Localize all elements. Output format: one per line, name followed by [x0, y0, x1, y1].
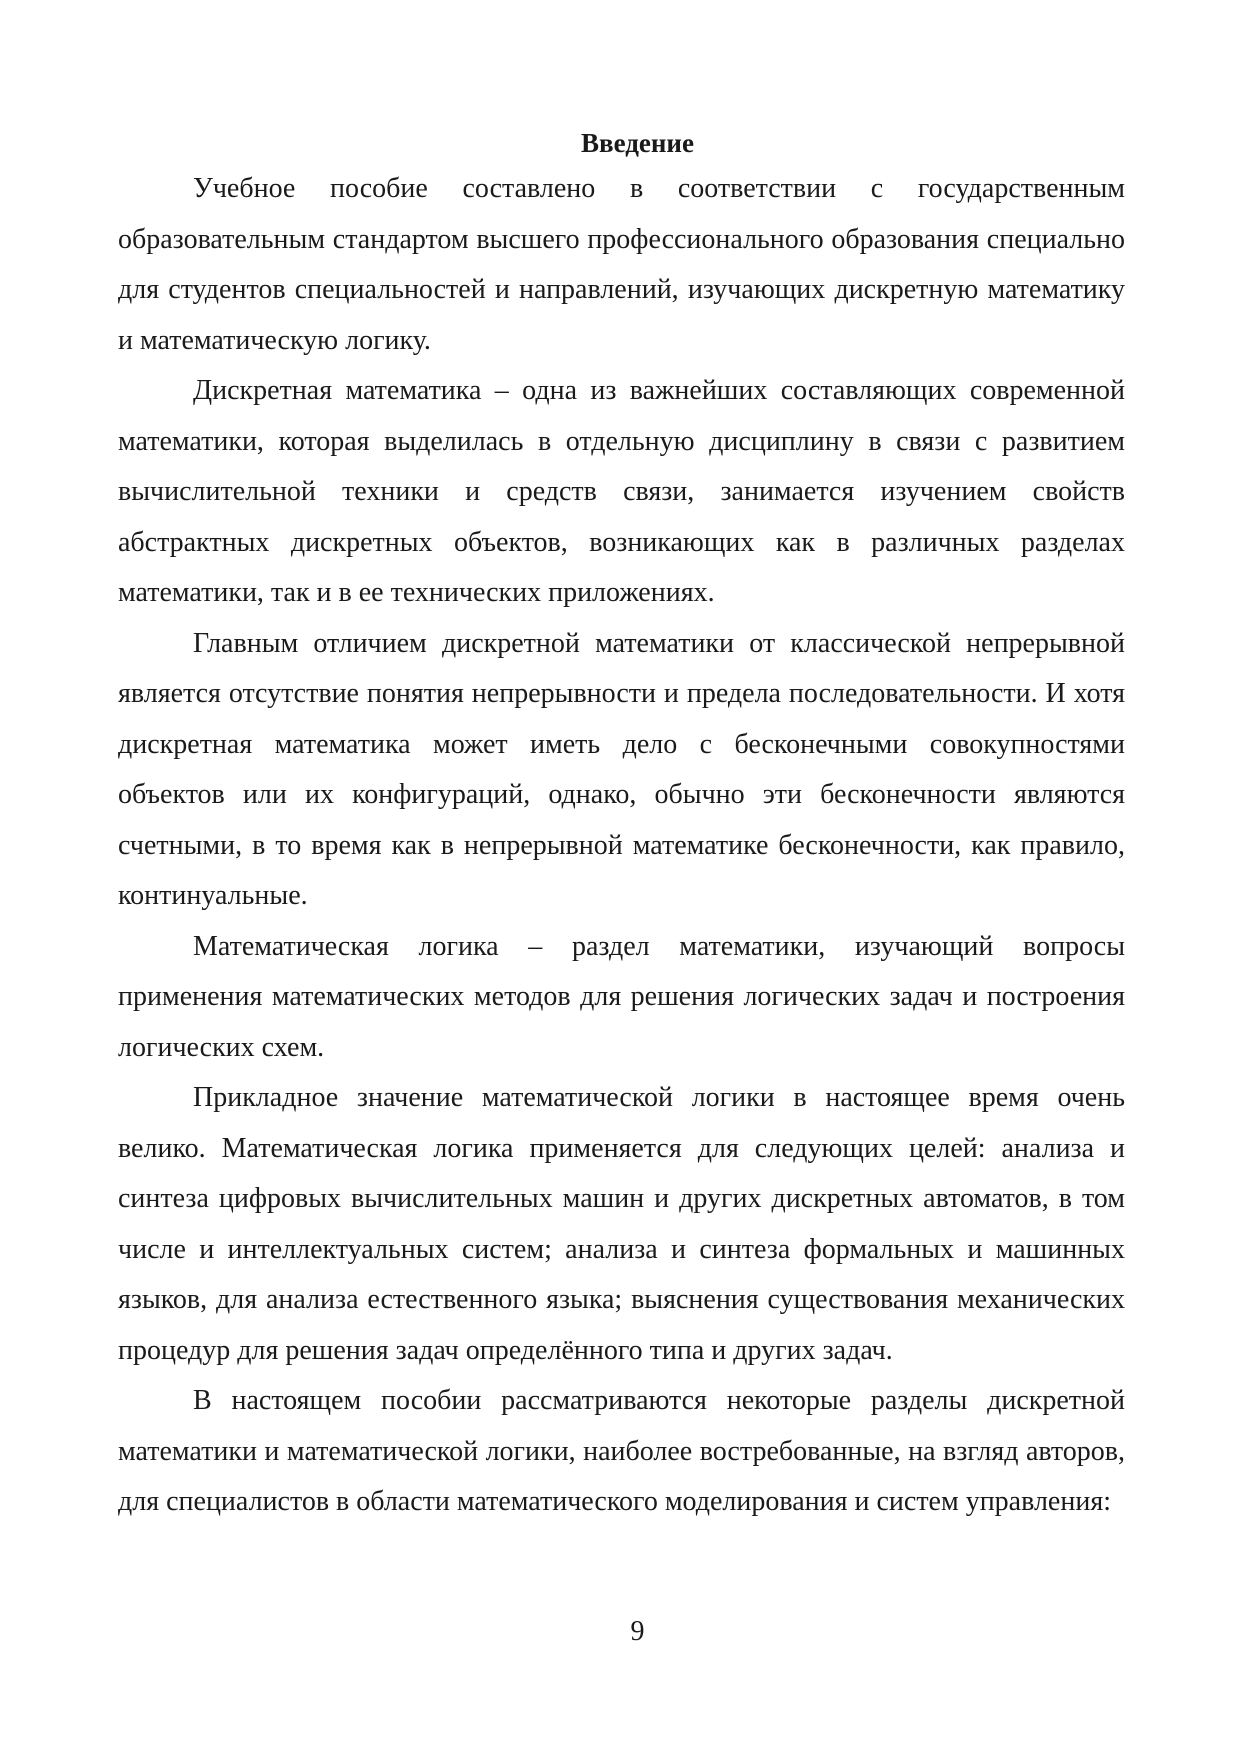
paragraph-6: В настоящем пособии рассматриваются некоторые разделы дискретной математики и математической логики, наиболее востребованные, на взгляд авторов, для специалистов в области математического моделирования и систем управления:	[118, 1385, 1125, 1517]
paragraph-4: Математическая логика – раздел математики, изучающий вопросы применения математических методов для решения логических задач и построения логических схем.	[118, 930, 1125, 1063]
paragraph-1: Учебное пособие составлено в соответствии с государственным образовательным стандартом высшего профессионального образования специально для студентов специальностей и направлений, изучающих дискретную математику и математическую логику.	[118, 173, 1125, 356]
page-number: 9	[630, 1616, 645, 1647]
section-title: Введение	[581, 128, 694, 158]
paragraph-2: Дискретная математика – одна из важнейших составляющих современной математики, которая выделилась в отдельную дисциплину в связи с развитием вычислительной техники и средств связи, занимается изучением свойств абстрактных дискретных объектов, возникающих как в различных разделах математики, так и в ее технических приложениях.	[118, 375, 1125, 608]
paragraph-3: Главным отличием дискретной математики от классической непрерывной является отсутствие понятия непрерывности и предела последовательности. И хотя дискретная математика может иметь дело с бесконечными совокупностями объектов или их конфигураций, однако, обычно эти бесконечности являются счетными, в то время как в непрерывной математике бесконечности, как правило, континуальные.	[118, 627, 1125, 911]
paragraph-5: Прикладное значение математической логики в настоящее время очень велико. Математическая логика применяется для следующих целей: анализа и синтеза цифровых вычислительных машин и других дискретных автоматов, в том числе и интеллектуальных систем; анализа и синтеза формальных и машинных языков, для анализа естественного языка; выяснения существования механических процедур для решения задач определённого типа и других задач.	[118, 1082, 1125, 1366]
page-content	[118, 118, 1125, 1528]
